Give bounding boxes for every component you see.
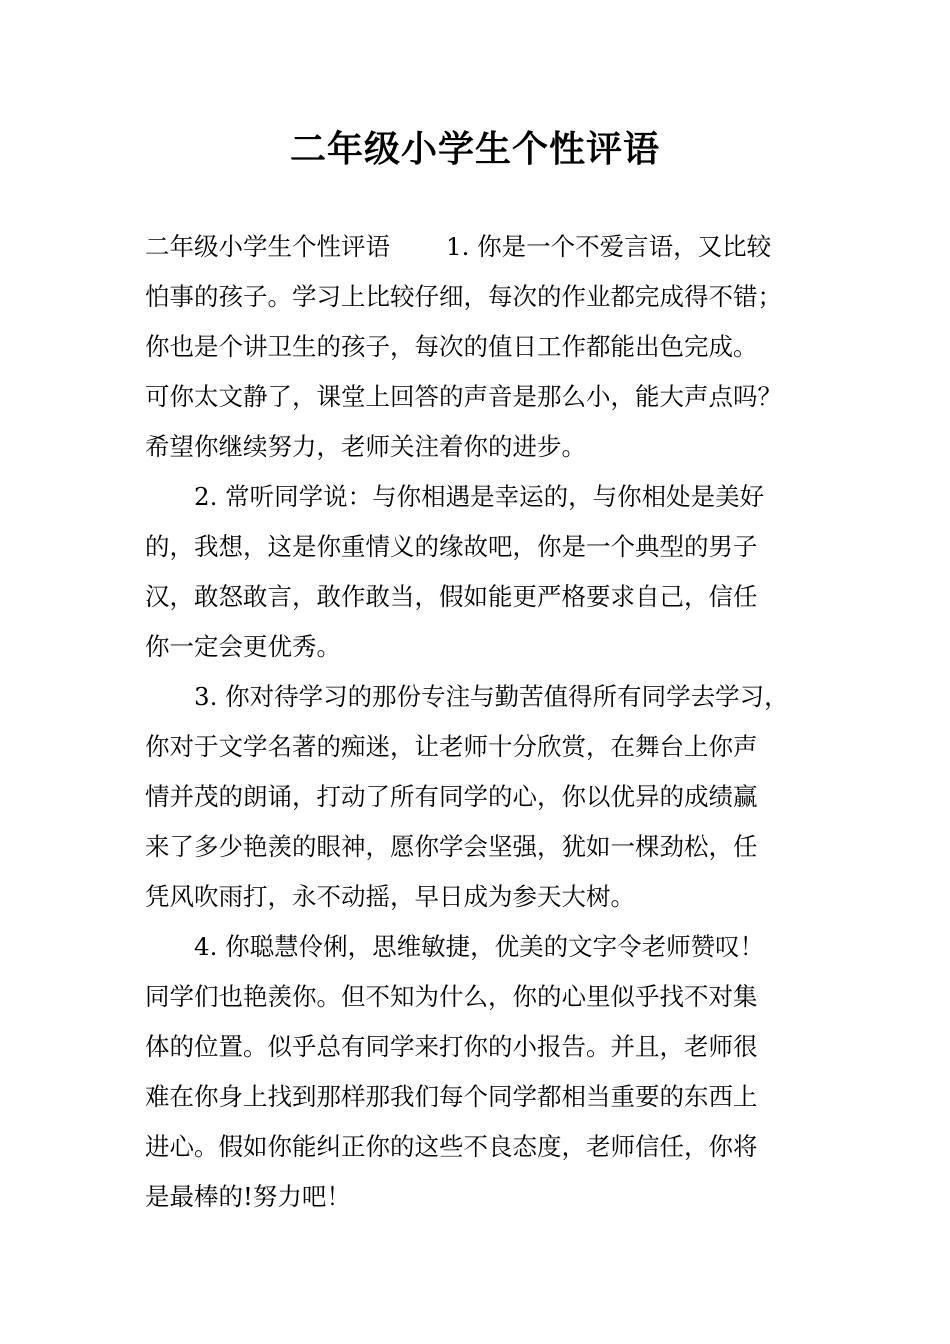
paragraph-4	[145, 922, 813, 1222]
text-line: 4. 你聪慧伶俐，思维敏捷，优美的文字令老师赞叹！	[194, 932, 765, 961]
paragraph-2	[145, 472, 813, 672]
text-line: 3. 你对待学习的那份专注与勤苦值得所有同学去学习，	[194, 682, 789, 711]
text-line: 二年级小学生个性评语 1. 你是一个不爱言语，又比较	[145, 232, 772, 261]
paragraph-3	[145, 672, 813, 922]
text-line: 体的位置。似乎总有同学来打你的小报告。并且，老师很	[145, 1032, 758, 1061]
text-line: 你对于文学名著的痴迷，让老师十分欣赏，在舞台上你声	[145, 732, 758, 761]
text-line: 来了多少艳羡的眼神，愿你学会坚强，犹如一棵劲松，任	[145, 832, 758, 861]
text-line: 你也是个讲卫生的孩子，每次的值日工作都能出色完成。	[145, 332, 758, 361]
text-line: 的，我想，这是你重情义的缘故吧，你是一个典型的男子	[145, 532, 758, 561]
text-line: 可你太文静了，课堂上回答的声音是那么小，能大声点吗？	[145, 382, 782, 411]
text-line: 情并茂的朗诵，打动了所有同学的心，你以优异的成绩赢	[145, 782, 758, 811]
text-line: 同学们也艳羡你。但不知为什么，你的心里似乎找不对集	[145, 982, 758, 1011]
inline-heading: 二年级小学生个性评语	[145, 232, 390, 261]
text-line: 2. 常听同学说：与你相遇是幸运的，与你相处是美好	[194, 482, 765, 511]
document-body	[145, 222, 813, 1222]
text-line: 汉，敢怒敢言，敢作敢当，假如能更严格要求自己，信任	[145, 582, 758, 611]
text-line: 你一定会更优秀。	[145, 632, 341, 661]
text-line: 怕事的孩子。学习上比较仔细，每次的作业都完成得不错；	[145, 282, 782, 311]
text-line: 难在你身上找到那样那我们每个同学都相当重要的东西上	[145, 1082, 758, 1111]
text-line: 凭风吹雨打，永不动摇，早日成为参天大树。	[145, 882, 635, 911]
text-line: 是最棒的!努力吧！	[145, 1182, 351, 1211]
text-line: 希望你继续努力，老师关注着你的进步。	[145, 432, 586, 461]
page-title: 二年级小学生个性评语	[289, 129, 660, 170]
text-line: 进心。假如你能纠正你的这些不良态度，老师信任，你将	[145, 1132, 758, 1161]
paragraph-1	[145, 222, 813, 472]
